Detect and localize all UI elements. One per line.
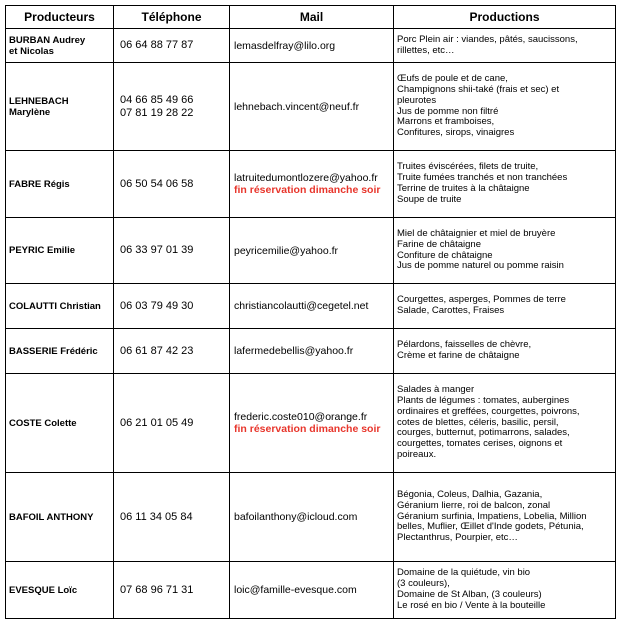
phone-cell <box>114 284 230 329</box>
production-line: rillettes, etc… <box>397 44 455 56</box>
phone-number: 06 21 01 05 49 <box>120 416 194 429</box>
producer-name: COLAUTTI Christian <box>9 300 101 312</box>
email-address: loic@famille-evesque.com <box>234 584 357 596</box>
production-line: Bégonia, Coleus, Dalhia, Gazania, <box>397 489 543 500</box>
production-line: cotes de blettes, céleris, basilic, persil, <box>397 416 559 428</box>
production-line: Domaine de la quiétude, vin bio <box>397 567 531 579</box>
phone-cell <box>114 151 230 218</box>
production-line: Confiture de châtaigne <box>397 249 493 261</box>
phone-number: 04 66 85 49 66 <box>120 93 194 106</box>
producer-name: LEHNEBACH <box>9 95 69 107</box>
production-line: Crème et farine de châtaigne <box>397 350 520 361</box>
table-row <box>6 63 616 151</box>
producer-name: FABRE Régis <box>9 178 70 190</box>
production-line: Plectanthrus, Pourpier, etc… <box>397 532 518 544</box>
production-line: Plants de légumes : tomates, aubergines <box>397 395 570 406</box>
email-address: lafermedebellis@yahoo.fr <box>234 345 354 357</box>
mail-cell <box>230 63 394 151</box>
header-productions: Productions <box>394 6 616 29</box>
production-line: courges, butternut, potimarrons, salades, <box>397 427 570 439</box>
mail-cell <box>230 284 394 329</box>
producer-cell <box>6 329 114 374</box>
producer-cell <box>6 63 114 151</box>
header-mail: Mail <box>230 6 394 29</box>
production-line: Farine de châtaigne <box>397 238 481 250</box>
mail-cell <box>230 29 394 63</box>
email-address: lemasdelfray@lilo.org <box>234 39 336 52</box>
production-line: belles, Muflier, Œillet d'Inde godets, Pétunia, <box>397 521 584 533</box>
producer-cell <box>6 218 114 284</box>
productions-cell <box>394 63 616 151</box>
phone-cell <box>114 473 230 562</box>
production-line: Géranium surfinia, Impatiens, Lobelia, Million <box>397 510 587 522</box>
phone-number: 06 50 54 06 58 <box>120 177 194 190</box>
phone-number: 06 11 34 05 84 <box>120 510 193 523</box>
production-line: Salades à manger <box>397 384 475 396</box>
production-line: Confitures, sirops, vinaigres <box>397 127 515 139</box>
phone-cell <box>114 329 230 374</box>
production-line: Le rosé en bio / Vente à la bouteille <box>397 599 546 611</box>
table-row <box>6 218 616 284</box>
mail-cell <box>230 218 394 284</box>
table-row <box>6 29 616 63</box>
productions-cell <box>394 473 616 562</box>
producer-cell <box>6 151 114 218</box>
production-line: pleurotes <box>397 94 437 106</box>
mail-cell <box>230 374 394 473</box>
producer-name: BASSERIE Frédéric <box>9 345 98 357</box>
phone-number: 06 33 97 01 39 <box>120 244 194 256</box>
phone-cell <box>114 562 230 619</box>
table-row <box>6 284 616 329</box>
production-line: Pélardons, faisselles de chèvre, <box>397 339 532 351</box>
production-line: Œufs de poule et de cane, <box>397 73 508 85</box>
productions-cell <box>394 329 616 374</box>
production-line: Domaine de St Alban, (3 couleurs) <box>397 589 542 600</box>
production-line: Miel de châtaignier et miel de bruyère <box>397 227 556 239</box>
productions-cell <box>394 218 616 284</box>
email-address: frederic.coste010@orange.fr <box>234 411 368 423</box>
phone-number: 07 68 96 71 31 <box>120 583 194 596</box>
header-producer: Producteurs <box>6 6 114 29</box>
mail-cell <box>230 151 394 218</box>
production-line: poireaux. <box>397 448 437 460</box>
producer-cell <box>6 374 114 473</box>
header-row <box>6 6 616 29</box>
producer-name: COSTE Colette <box>9 417 77 429</box>
table-row <box>6 374 616 473</box>
production-line: Marrons et framboises, <box>397 116 495 128</box>
email-address: lehnebach.vincent@neuf.fr <box>234 100 360 113</box>
reservation-note: fin réservation dimanche soir <box>234 184 381 196</box>
producer-cell <box>6 284 114 329</box>
producer-name: PEYRIC Emilie <box>9 245 75 256</box>
phone-cell <box>114 63 230 151</box>
production-line: ordinaires et greffées, courgettes, poivrons, <box>397 405 580 417</box>
phone-cell <box>114 218 230 284</box>
phone-number: 06 03 79 49 30 <box>120 299 194 312</box>
production-line: Champignons shii-také (frais et sec) et <box>397 83 560 95</box>
table-row <box>6 151 616 218</box>
phone-number: 06 61 87 42 23 <box>120 344 194 357</box>
productions-cell <box>394 562 616 619</box>
productions-cell <box>394 284 616 329</box>
reservation-note: fin réservation dimanche soir <box>234 423 381 435</box>
productions-cell <box>394 29 616 63</box>
email-address: bafoilanthony@icloud.com <box>234 511 358 523</box>
phone-cell <box>114 374 230 473</box>
phone-number: 07 81 19 28 22 <box>120 106 194 119</box>
producer-cell <box>6 562 114 619</box>
production-line: courgettes, tomates cerises, oignons et <box>397 438 563 450</box>
production-line: Terrine de truites à la châtaigne <box>397 183 530 194</box>
production-line: (3 couleurs), <box>397 578 450 590</box>
producer-name: BURBAN Audrey <box>9 34 86 46</box>
producer-name: et Nicolas <box>9 45 54 57</box>
producers-table <box>5 5 616 619</box>
phone-cell <box>114 29 230 63</box>
productions-cell <box>394 151 616 218</box>
email-address: peyricemilie@yahoo.fr <box>234 244 339 257</box>
production-line: Jus de pomme naturel ou pomme raisin <box>397 260 564 272</box>
production-line: Géranium lierre, roi de balcon, zonal <box>397 499 551 511</box>
table-row <box>6 562 616 619</box>
mail-cell <box>230 329 394 374</box>
producer-cell <box>6 473 114 562</box>
mail-cell <box>230 562 394 619</box>
email-address: latruitedumontlozere@yahoo.fr <box>234 172 378 184</box>
production-line: Truite fumées tranchés et non tranchées <box>397 172 568 184</box>
production-line: Courgettes, asperges, Pommes de terre <box>397 294 566 306</box>
table-row <box>6 329 616 374</box>
phone-number: 06 64 88 77 87 <box>120 39 194 51</box>
productions-cell <box>394 374 616 473</box>
mail-cell <box>230 473 394 562</box>
producer-name: BAFOIL ANTHONY <box>9 511 94 523</box>
email-address: christiancolautti@cegetel.net <box>234 300 369 312</box>
production-line: Truites éviscérées, filets de truite, <box>397 161 539 173</box>
producer-name: Marylène <box>9 106 51 118</box>
production-line: Porc Plein air : viandes, pâtés, saucissons, <box>397 33 578 45</box>
production-line: Jus de pomme non filtré <box>397 105 499 117</box>
production-line: Salade, Carottes, Fraises <box>397 305 505 316</box>
production-line: Soupe de truite <box>397 193 462 205</box>
producer-name: EVESQUE Loïc <box>9 584 78 596</box>
header-phone: Téléphone <box>114 6 230 29</box>
producer-cell <box>6 29 114 63</box>
table-row <box>6 473 616 562</box>
